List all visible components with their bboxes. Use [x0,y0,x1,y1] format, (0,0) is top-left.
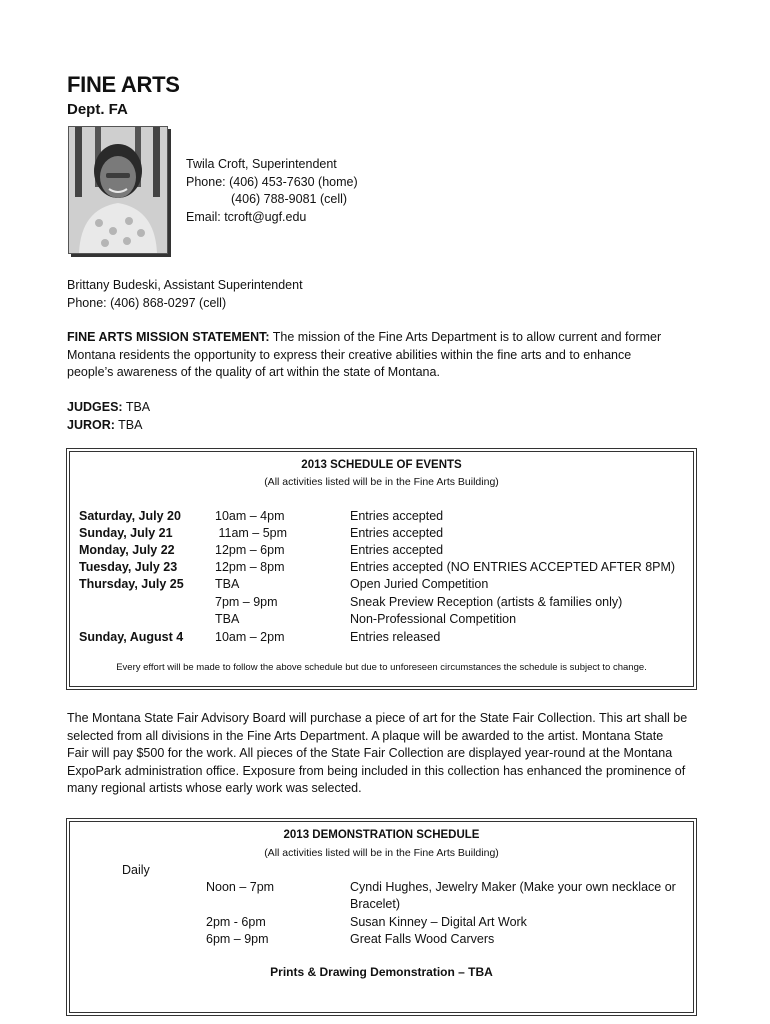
schedule-note: Every effort will be made to follow the above schedule but due to unforeseen circumstances the schedule is subject to change. [116,662,647,673]
demo-time: Noon – 7pm [206,880,275,894]
superintendent-phone-cell: (406) 788-9081 (cell) [231,192,348,206]
assistant-name: Brittany Budeski, Assistant Superintendent [67,278,303,292]
mission-label: FINE ARTS MISSION STATEMENT: [67,330,270,344]
mission-text-1: The mission of the Fine Arts Department is to allow current and former [269,330,662,344]
assistant-phone: Phone: (406) 868-0297 (cell) [67,295,227,310]
superintendent-name: Twila Croft, Superintendent [186,157,337,171]
schedule-day: Sunday, July 21 [79,526,173,540]
demo-box [66,818,697,1016]
schedule-activity: Entries accepted [350,543,444,557]
schedule-activity: Entries released [350,630,441,644]
demo-daily-label: Daily [122,863,150,877]
judges-label: JUDGES: [67,400,123,414]
schedule-time: 11am – 5pm [215,526,288,540]
demo-title: 2013 DEMONSTRATION SCHEDULE [283,829,480,841]
schedule-subtitle: (All activities listed will be in the Fine Arts Building) [264,476,499,488]
judges-value: TBA [122,400,151,414]
demo-activity: Susan Kinney – Digital Art Work [350,915,527,929]
collection-line: The Montana State Fair Advisory Board will purchase a piece of art for the State Fair Collection. This art shall be [67,711,688,725]
juror-label: JUROR: [67,417,115,432]
portrait-image [69,127,167,253]
schedule-day: Monday, July 22 [79,543,175,557]
collection-paragraph [67,710,707,798]
schedule-time: 7pm – 9pm [215,595,278,609]
collection-line: ExpoPark administration office. Exposure from being included in this collection has enhanced the prominence of [67,763,686,778]
schedule-time: 12pm – 8pm [215,560,285,574]
judges-section [67,399,707,434]
demo-time: 6pm – 9pm [206,932,269,946]
schedule-activity: Entries accepted [350,526,444,540]
schedule-activity: Non-Professional Competition [350,612,517,626]
collection-line: Fair will pay $500 for the work. All pieces of the State Fair Collection are displayed year-round at the Montana [67,746,673,760]
superintendent-contact [186,156,358,226]
superintendent-photo [68,126,168,254]
schedule-box [66,448,697,690]
demo-footer: Prints & Drawing Demonstration – TBA [270,965,493,979]
assistant-contact [67,277,707,312]
schedule-time: TBA [215,577,240,591]
schedule-day: Tuesday, July 23 [79,560,178,574]
schedule-time: TBA [215,612,240,626]
mission-text-2: Montana residents the opportunity to express their creative abilities within the fine arts and to enhance [67,347,632,362]
superintendent-email: Email: tcroft@ugf.edu [186,209,307,224]
collection-line: many regional artists whose early work was selected. [67,781,362,795]
demo-time: 2pm - 6pm [206,915,266,929]
schedule-time: 10am – 2pm [215,630,285,644]
schedule-day: Saturday, July 20 [79,509,181,523]
schedule-time: 12pm – 6pm [215,543,285,557]
demo-activity: Great Falls Wood Carvers [350,932,495,946]
dept-label: Dept. FA [67,101,128,118]
superintendent-phone-home: Phone: (406) 453-7630 (home) [186,174,358,189]
schedule-activity: Entries accepted [350,509,444,523]
schedule-time: 10am – 4pm [215,509,285,523]
collection-line: selected from all divisions in the Fine Arts Department. A plaque will be awarded to the artist. Montana State [67,728,664,743]
schedule-activity: Entries accepted (NO ENTRIES ACCEPTED AFTER 8PM) [350,560,676,574]
juror-value: TBA [114,417,143,432]
page-title: FINE ARTS [67,72,180,97]
mission-statement [67,329,707,382]
schedule-activity: Sneak Preview Reception (artists & families only) [350,595,623,609]
schedule-activity: Open Juried Competition [350,577,489,591]
schedule-title: 2013 SCHEDULE OF EVENTS [301,459,462,471]
demo-activity: Cyndi Hughes, Jewelry Maker (Make your own necklace or [350,880,676,894]
demo-activity-continued: Bracelet) [350,897,401,911]
schedule-day: Thursday, July 25 [79,577,184,591]
demo-subtitle: (All activities listed will be in the Fine Arts Building) [264,847,499,859]
mission-text-3: people’s awareness of the quality of art within the state of Montana. [67,365,440,379]
schedule-day: Sunday, August 4 [79,630,184,644]
